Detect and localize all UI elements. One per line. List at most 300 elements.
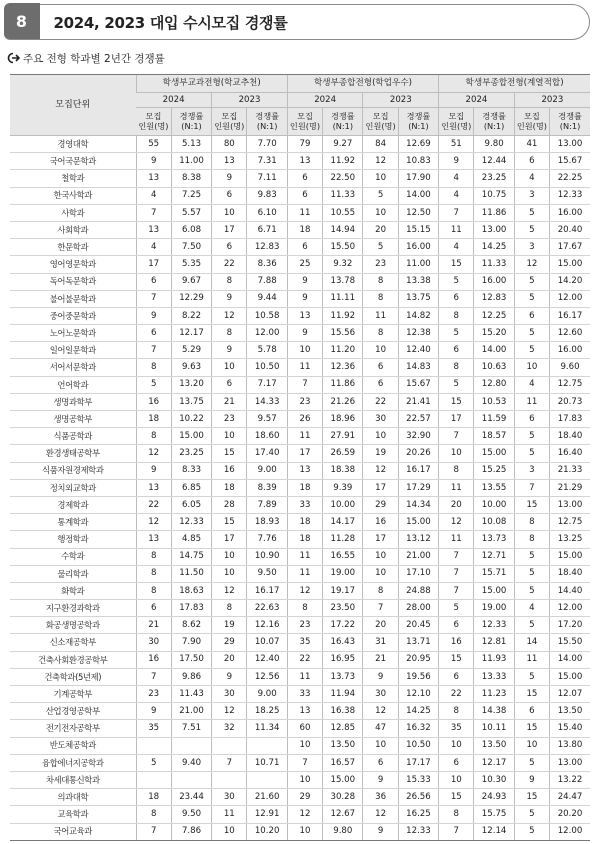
quota-cell: 4 (439, 187, 474, 204)
quota-cell: 7 (212, 754, 247, 771)
rate-cell: 12.38 (398, 325, 438, 342)
rate-cell: 13.00 (550, 136, 590, 153)
rate-cell: 9.40 (171, 754, 211, 771)
quota-cell: 5 (514, 290, 549, 307)
department-cell: 불어불문학과 (10, 290, 136, 307)
quota-cell: 79 (287, 136, 322, 153)
quota-cell: 17 (212, 531, 247, 548)
rate-cell: 14.00 (550, 651, 590, 668)
quota-cell: 5 (514, 428, 549, 445)
quota-cell: 6 (514, 153, 549, 170)
quota-cell: 5 (363, 187, 398, 204)
rate-cell: 12.33 (398, 823, 438, 840)
quota-cell: 5 (514, 668, 549, 685)
rate-cell: 12.83 (474, 290, 514, 307)
rate-cell: 15.00 (550, 256, 590, 273)
quota-cell: 7 (363, 600, 398, 617)
quota-cell: 20 (439, 496, 474, 513)
quota-cell: 7 (439, 428, 474, 445)
department-cell: 국어교육과 (10, 823, 136, 840)
quota-cell: 6 (287, 170, 322, 187)
quota-cell: 8 (136, 582, 171, 599)
quota-cell: 4 (514, 600, 549, 617)
quota-cell: 8 (363, 273, 398, 290)
rate-cell: 22.57 (398, 411, 438, 428)
rate-cell: 13.50 (474, 737, 514, 754)
rate-cell: 9.80 (323, 823, 363, 840)
quota-cell: 9 (136, 462, 171, 479)
quota-cell: 11 (439, 531, 474, 548)
rate-cell: 9.60 (550, 359, 590, 376)
quota-cell: 33 (287, 496, 322, 513)
table-row (10, 393, 590, 410)
table-header (10, 75, 590, 136)
rate-cell: 10.58 (247, 307, 287, 324)
rate-cell: 5.13 (171, 136, 211, 153)
quota-cell: 5 (514, 342, 549, 359)
rate-cell: 15.33 (398, 771, 438, 788)
rate-cell: 13.22 (550, 771, 590, 788)
rate-cell: 17.22 (323, 617, 363, 634)
table-row (10, 325, 590, 342)
table-row (10, 703, 590, 720)
rate-cell: 12.10 (398, 686, 438, 703)
quota-cell: 30 (212, 686, 247, 703)
quota-cell: 41 (514, 136, 549, 153)
quota-cell: 10 (287, 342, 322, 359)
rate-cell: 12.00 (550, 823, 590, 840)
rate-cell: 19.56 (398, 668, 438, 685)
rate-cell: 12.60 (550, 325, 590, 342)
rate-cell: 12.33 (171, 514, 211, 531)
quota-cell (136, 737, 171, 754)
rate-cell: 6.08 (171, 221, 211, 238)
quota-cell: 7 (136, 823, 171, 840)
quota-cell: 10 (439, 445, 474, 462)
quota-cell: 18 (287, 514, 322, 531)
rate-cell: 16.38 (323, 703, 363, 720)
rate-cell: 13.00 (474, 221, 514, 238)
quota-cell: 12 (363, 703, 398, 720)
rate-cell: 12.33 (474, 617, 514, 634)
quota-cell: 12 (212, 307, 247, 324)
rate-cell: 20.20 (550, 806, 590, 823)
quota-cell: 8 (363, 325, 398, 342)
rate-cell: 10.11 (474, 720, 514, 737)
rate-cell: 14.34 (398, 496, 438, 513)
rate-cell: 16.43 (323, 634, 363, 651)
quota-cell: 9 (212, 342, 247, 359)
quota-cell: 7 (136, 668, 171, 685)
rate-cell: 18.25 (247, 703, 287, 720)
quota-cell: 6 (363, 754, 398, 771)
quota-cell: 9 (287, 273, 322, 290)
quota-cell: 14 (514, 634, 549, 651)
rate-cell: 12.17 (474, 754, 514, 771)
rate-cell: 11.92 (323, 307, 363, 324)
rate-cell: 5.57 (171, 204, 211, 221)
rate-cell: 20.95 (398, 651, 438, 668)
rate-cell: 13.20 (171, 376, 211, 393)
quota-cell: 7 (439, 548, 474, 565)
quota-cell: 12 (212, 703, 247, 720)
quota-cell: 5 (439, 273, 474, 290)
rate-cell: 15.67 (398, 376, 438, 393)
rate-cell: 17.67 (550, 239, 590, 256)
quota-cell: 15 (514, 720, 549, 737)
rate-cell: 10.55 (323, 204, 363, 221)
department-cell: 건축학과(5년제) (10, 668, 136, 685)
rate-cell: 16.00 (398, 239, 438, 256)
quota-cell: 4 (514, 170, 549, 187)
table-row (10, 359, 590, 376)
quota-cell: 12 (514, 256, 549, 273)
rate-cell: 14.83 (398, 359, 438, 376)
rate-cell: 13.50 (323, 737, 363, 754)
rate-cell: 9.57 (247, 411, 287, 428)
quota-cell: 16 (136, 393, 171, 410)
rate-cell: 15.50 (550, 634, 590, 651)
table-row (10, 600, 590, 617)
rate-cell: 9.00 (247, 686, 287, 703)
rate-cell: 9.67 (171, 273, 211, 290)
department-cell: 교육학과 (10, 806, 136, 823)
quota-cell: 12 (287, 806, 322, 823)
table-row (10, 462, 590, 479)
rate-cell: 16.95 (323, 651, 363, 668)
rate-cell: 18.40 (550, 428, 590, 445)
quota-cell: 15 (439, 789, 474, 806)
rate-cell: 16.17 (247, 582, 287, 599)
quota-cell: 29 (287, 789, 322, 806)
rate-cell: 13.73 (474, 531, 514, 548)
quota-cell: 10 (439, 737, 474, 754)
table-row (10, 153, 590, 170)
rate-cell: 4.85 (171, 531, 211, 548)
rate-cell: 7.76 (247, 531, 287, 548)
rate-cell: 21.00 (398, 548, 438, 565)
page-number-badge: 8 (4, 3, 40, 39)
rate-cell: 15.00 (171, 428, 211, 445)
quota-cell: 6 (439, 617, 474, 634)
rate-cell: 9.86 (171, 668, 211, 685)
rate-cell: 13.75 (171, 393, 211, 410)
rate-cell: 18.63 (171, 582, 211, 599)
rate-cell: 19.17 (323, 582, 363, 599)
rate-cell: 21.41 (398, 393, 438, 410)
quota-cell: 5 (514, 221, 549, 238)
quota-cell: 8 (212, 325, 247, 342)
year-header: 2023 (212, 93, 288, 108)
rate-cell: 21.29 (550, 479, 590, 496)
quota-cell: 47 (363, 720, 398, 737)
rate-cell: 10.22 (171, 411, 211, 428)
quota-cell: 10 (363, 565, 398, 582)
quota-cell: 13 (136, 531, 171, 548)
quota-cell: 15 (439, 256, 474, 273)
rate-cell: 11.94 (323, 686, 363, 703)
quota-cell: 36 (363, 789, 398, 806)
quota-cell: 17 (363, 531, 398, 548)
rate-cell: 7.17 (247, 376, 287, 393)
quota-cell: 9 (212, 170, 247, 187)
quota-cell: 19 (212, 617, 247, 634)
rate-cell: 11.23 (474, 686, 514, 703)
quota-cell: 15 (514, 686, 549, 703)
quota-cell: 8 (439, 307, 474, 324)
rate-cell: 12.17 (171, 325, 211, 342)
department-cell: 행정학과 (10, 531, 136, 548)
table-row (10, 496, 590, 513)
department-cell: 국어국문학과 (10, 153, 136, 170)
quota-cell: 9 (136, 703, 171, 720)
quota-cell: 5 (514, 617, 549, 634)
table-row (10, 514, 590, 531)
table-row (10, 789, 590, 806)
rate-cell: 8.22 (171, 307, 211, 324)
quota-cell: 21 (136, 617, 171, 634)
department-cell: 수학과 (10, 548, 136, 565)
admission-rate-table (10, 74, 590, 841)
quota-cell: 15 (212, 445, 247, 462)
rate-cell: 15.67 (550, 153, 590, 170)
rate-cell: 10.83 (398, 153, 438, 170)
quota-cell: 5 (514, 273, 549, 290)
rate-cell: 17.40 (247, 445, 287, 462)
rate-cell: 12.16 (247, 617, 287, 634)
quota-cell: 22 (363, 393, 398, 410)
table-body (10, 136, 590, 841)
department-cell: 통계학과 (10, 514, 136, 531)
rate-cell: 15.00 (323, 771, 363, 788)
quota-cell: 10 (363, 428, 398, 445)
rate-cell: 12.75 (550, 514, 590, 531)
quota-cell: 23 (287, 617, 322, 634)
quota-cell: 5 (514, 582, 549, 599)
quota-cell: 10 (212, 204, 247, 221)
table-row (10, 720, 590, 737)
rate-cell: 26.56 (398, 789, 438, 806)
quota-cell: 8 (439, 462, 474, 479)
page-header (4, 4, 590, 40)
quota-cell: 7 (136, 290, 171, 307)
rate-cell: 11.86 (474, 204, 514, 221)
rate-cell: 15.50 (323, 239, 363, 256)
rate-cell: 16.55 (323, 548, 363, 565)
quota-cell: 12 (363, 806, 398, 823)
rate-cell: 7.89 (247, 496, 287, 513)
quota-cell: 13 (287, 462, 322, 479)
quota-cell: 3 (514, 239, 549, 256)
rate-cell: 15.25 (474, 462, 514, 479)
quota-cell: 5 (514, 754, 549, 771)
quota-cell: 13 (212, 153, 247, 170)
rate-cell: 7.50 (171, 239, 211, 256)
rate-cell: 12.91 (247, 806, 287, 823)
rate-cell: 28.00 (398, 600, 438, 617)
quota-cell: 30 (212, 789, 247, 806)
rate-cell: 24.88 (398, 582, 438, 599)
quota-cell: 15 (212, 514, 247, 531)
rate-header: 경쟁률 (N:1) (323, 108, 363, 136)
quota-cell: 4 (514, 376, 549, 393)
quota-cell: 12 (439, 514, 474, 531)
rate-cell: 12.40 (398, 342, 438, 359)
quota-cell: 9 (363, 771, 398, 788)
rate-cell: 14.25 (398, 703, 438, 720)
quota-cell: 8 (136, 806, 171, 823)
rate-cell: 9.50 (247, 565, 287, 582)
rate-cell: 14.25 (474, 239, 514, 256)
quota-cell: 6 (212, 187, 247, 204)
department-cell: 반도체공학과 (10, 737, 136, 754)
quota-header: 모집 인원(명) (363, 108, 398, 136)
quota-cell: 5 (439, 600, 474, 617)
rate-cell: 11.00 (398, 256, 438, 273)
rate-cell: 10.07 (247, 634, 287, 651)
quota-cell: 3 (514, 187, 549, 204)
rate-cell: 13.80 (550, 737, 590, 754)
quota-cell: 18 (212, 479, 247, 496)
rate-cell: 16.00 (474, 273, 514, 290)
quota-cell: 13 (287, 153, 322, 170)
rate-cell: 12.07 (550, 686, 590, 703)
page-title: 2024, 2023 대입 수시모집 경쟁률 (53, 13, 288, 32)
rate-cell: 20.40 (550, 221, 590, 238)
rate-cell: 21.60 (247, 789, 287, 806)
department-cell: 철학과 (10, 170, 136, 187)
table-row (10, 634, 590, 651)
quota-cell: 6 (514, 411, 549, 428)
rate-cell: 6.05 (171, 496, 211, 513)
quota-cell: 11 (287, 428, 322, 445)
department-cell: 신소재공학부 (10, 634, 136, 651)
quota-cell: 10 (287, 771, 322, 788)
table-row (10, 582, 590, 599)
rate-cell: 11.11 (323, 290, 363, 307)
rate-cell: 20.26 (398, 445, 438, 462)
rate-cell: 6.10 (247, 204, 287, 221)
rate-cell: 16.00 (550, 342, 590, 359)
quota-cell: 8 (363, 582, 398, 599)
quota-cell: 10 (363, 548, 398, 565)
quota-cell: 5 (514, 204, 549, 221)
rate-cell: 17.83 (171, 600, 211, 617)
quota-cell: 10 (363, 170, 398, 187)
quota-cell: 22 (439, 686, 474, 703)
table-row (10, 170, 590, 187)
rate-cell: 11.43 (171, 686, 211, 703)
quota-cell: 29 (363, 496, 398, 513)
rate-cell: 24.93 (474, 789, 514, 806)
department-cell: 환경생태공학부 (10, 445, 136, 462)
rate-cell: 14.00 (398, 187, 438, 204)
rate-cell (171, 771, 211, 788)
quota-cell (212, 771, 247, 788)
quota-cell: 8 (439, 806, 474, 823)
department-cell: 생명과학부 (10, 393, 136, 410)
department-cell: 화학과 (10, 582, 136, 599)
rate-cell: 11.34 (247, 720, 287, 737)
rate-cell: 11.33 (474, 256, 514, 273)
quota-cell: 11 (287, 565, 322, 582)
rate-cell: 11.20 (323, 342, 363, 359)
quota-cell: 11 (514, 393, 549, 410)
rate-cell: 12.44 (474, 153, 514, 170)
table-row (10, 565, 590, 582)
quota-cell (136, 771, 171, 788)
quota-cell: 35 (136, 720, 171, 737)
quota-cell: 10 (363, 342, 398, 359)
rate-cell: 11.86 (323, 376, 363, 393)
quota-cell: 10 (212, 428, 247, 445)
quota-cell: 17 (136, 256, 171, 273)
rate-cell: 13.00 (550, 496, 590, 513)
rate-cell: 13.71 (398, 634, 438, 651)
quota-cell: 5 (514, 325, 549, 342)
quota-cell: 10 (287, 823, 322, 840)
table-row (10, 342, 590, 359)
department-cell: 경영대학 (10, 136, 136, 153)
rate-cell: 15.75 (474, 806, 514, 823)
rate-cell: 19.00 (474, 600, 514, 617)
rate-header: 경쟁률 (N:1) (398, 108, 438, 136)
rate-cell: 9.63 (171, 359, 211, 376)
quota-cell: 22 (287, 651, 322, 668)
section-subtitle (6, 50, 165, 66)
quota-cell: 9 (136, 153, 171, 170)
quota-cell: 13 (287, 703, 322, 720)
table-row (10, 239, 590, 256)
quota-cell: 35 (439, 720, 474, 737)
quota-cell: 12 (363, 153, 398, 170)
department-cell: 독어독문학과 (10, 273, 136, 290)
rate-cell: 20.73 (550, 393, 590, 410)
quota-cell: 8 (136, 359, 171, 376)
rate-cell: 14.94 (323, 221, 363, 238)
table-row (10, 531, 590, 548)
quota-cell (212, 737, 247, 754)
rate-cell: 10.71 (247, 754, 287, 771)
department-cell: 일어일문학과 (10, 342, 136, 359)
rate-cell: 12.67 (323, 806, 363, 823)
table-row (10, 273, 590, 290)
quota-cell: 6 (287, 239, 322, 256)
quota-cell: 9 (136, 307, 171, 324)
quota-cell: 17 (439, 411, 474, 428)
table-row (10, 771, 590, 788)
group-header: 학생부교과전형(학교추천) (136, 75, 287, 93)
rate-cell: 9.83 (247, 187, 287, 204)
quota-cell: 8 (439, 703, 474, 720)
table-row (10, 445, 590, 462)
rate-cell: 5.29 (171, 342, 211, 359)
rate-cell: 12.69 (398, 136, 438, 153)
rate-cell: 15.00 (474, 445, 514, 462)
quota-cell: 28 (212, 496, 247, 513)
quota-cell: 6 (136, 273, 171, 290)
table-row (10, 376, 590, 393)
quota-cell: 7 (287, 754, 322, 771)
department-cell: 식품공학과 (10, 428, 136, 445)
rate-cell: 12.56 (247, 668, 287, 685)
quota-cell: 13 (287, 307, 322, 324)
quota-cell: 8 (212, 600, 247, 617)
year-header: 2024 (287, 93, 363, 108)
quota-cell: 26 (287, 411, 322, 428)
quota-cell: 9 (287, 325, 322, 342)
subtitle-text: 주요 전형 학과별 2년간 경쟁률 (23, 52, 165, 65)
